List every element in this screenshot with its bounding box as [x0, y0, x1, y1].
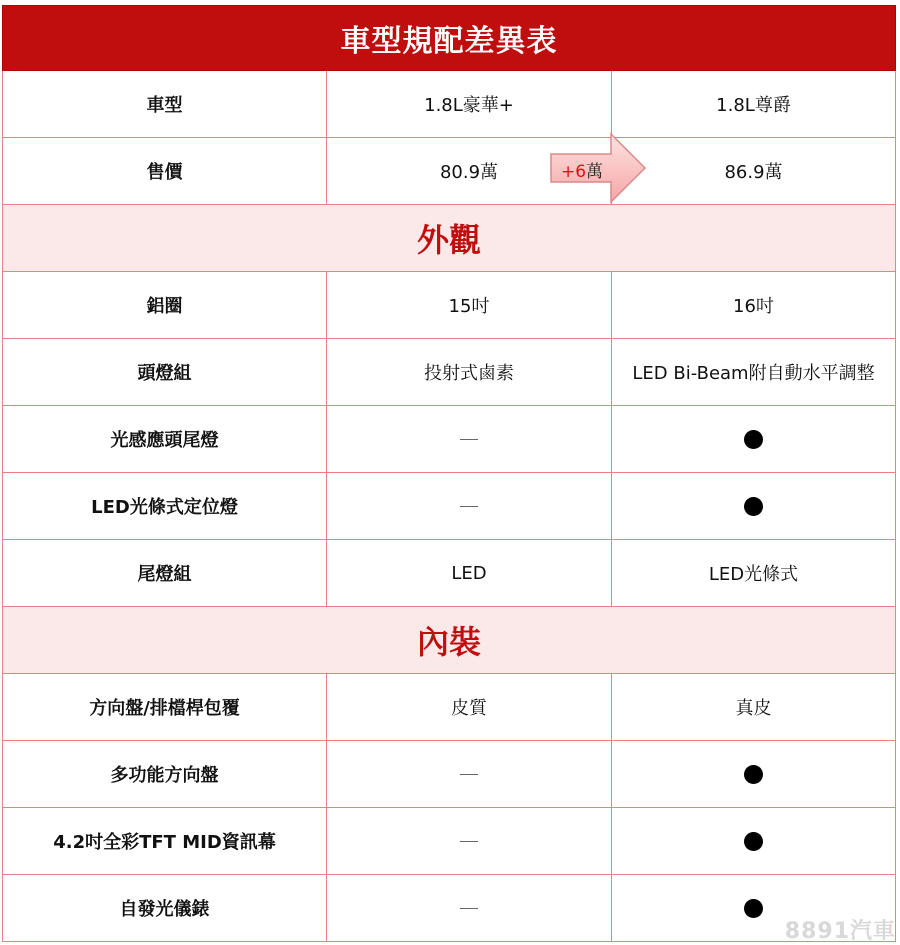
model-a-value: 15吋 — [326, 272, 611, 338]
price-diff-unit: 萬 — [586, 162, 604, 182]
row-label: 車型 — [2, 71, 326, 137]
not-included-dash-icon — [460, 774, 478, 775]
model-a-value: 投射式鹵素 — [326, 339, 611, 405]
row-label: LED光條式定位燈 — [2, 473, 326, 539]
model-a-value — [326, 473, 611, 539]
model-b-value: 真皮 — [611, 674, 896, 740]
model-a-price-value: 80.9萬 — [439, 162, 499, 183]
table-row — [2, 741, 896, 808]
model-b-value: 16吋 — [611, 272, 896, 338]
table-row — [2, 339, 896, 406]
row-label: 頭燈組 — [2, 339, 326, 405]
model-b-value: LED Bi-Beam附自動水平調整 — [611, 339, 896, 405]
model-a-value — [326, 406, 611, 472]
model-a-value: LED — [326, 540, 611, 606]
row-label: 4.2吋全彩TFT MID資訊幕 — [2, 808, 326, 874]
model-b-value — [611, 473, 896, 539]
price-diff-label — [552, 157, 612, 182]
table-row — [2, 540, 896, 607]
model-b-value — [611, 406, 896, 472]
included-dot-icon — [744, 765, 763, 784]
table-row — [2, 473, 896, 540]
included-dot-icon — [744, 497, 763, 516]
watermark-logo: 8891汽車 — [784, 919, 896, 944]
table-row-price — [2, 138, 896, 205]
included-dot-icon — [744, 832, 763, 851]
not-included-dash-icon — [460, 439, 478, 440]
model-a-value — [326, 741, 611, 807]
not-included-dash-icon — [460, 908, 478, 909]
model-a-value — [326, 875, 611, 941]
model-b-price-value: 86.9萬 — [724, 162, 783, 183]
model-b-value: LED光條式 — [611, 540, 896, 606]
section-header: 內裝 — [2, 607, 896, 674]
included-dot-icon — [744, 430, 763, 449]
model-a-name: 1.8L豪華+ — [326, 71, 611, 137]
row-label: 方向盤/排檔桿包覆 — [2, 674, 326, 740]
model-b-name: 1.8L尊爵 — [611, 71, 896, 137]
table-row — [2, 406, 896, 473]
spec-comparison-table — [2, 5, 896, 942]
row-label: 鋁圈 — [2, 272, 326, 338]
row-label: 售價 — [2, 138, 326, 204]
row-label: 光感應頭尾燈 — [2, 406, 326, 472]
table-row — [2, 674, 896, 741]
table-row-model — [2, 71, 896, 138]
price-diff-amount: +6 — [560, 162, 587, 182]
model-a-value: 皮質 — [326, 674, 611, 740]
model-b-value — [611, 808, 896, 874]
not-included-dash-icon — [460, 841, 478, 842]
model-b-price — [611, 138, 896, 204]
row-label: 多功能方向盤 — [2, 741, 326, 807]
table-row — [2, 808, 896, 875]
row-label: 尾燈組 — [2, 540, 326, 606]
table-title: 車型規配差異表 — [2, 5, 896, 71]
row-label: 自發光儀錶 — [2, 875, 326, 941]
table-row — [2, 272, 896, 339]
table-row — [2, 875, 896, 942]
model-b-value — [611, 741, 896, 807]
section-header: 外觀 — [2, 205, 896, 272]
not-included-dash-icon — [460, 506, 478, 507]
included-dot-icon — [744, 899, 763, 918]
model-a-value — [326, 808, 611, 874]
